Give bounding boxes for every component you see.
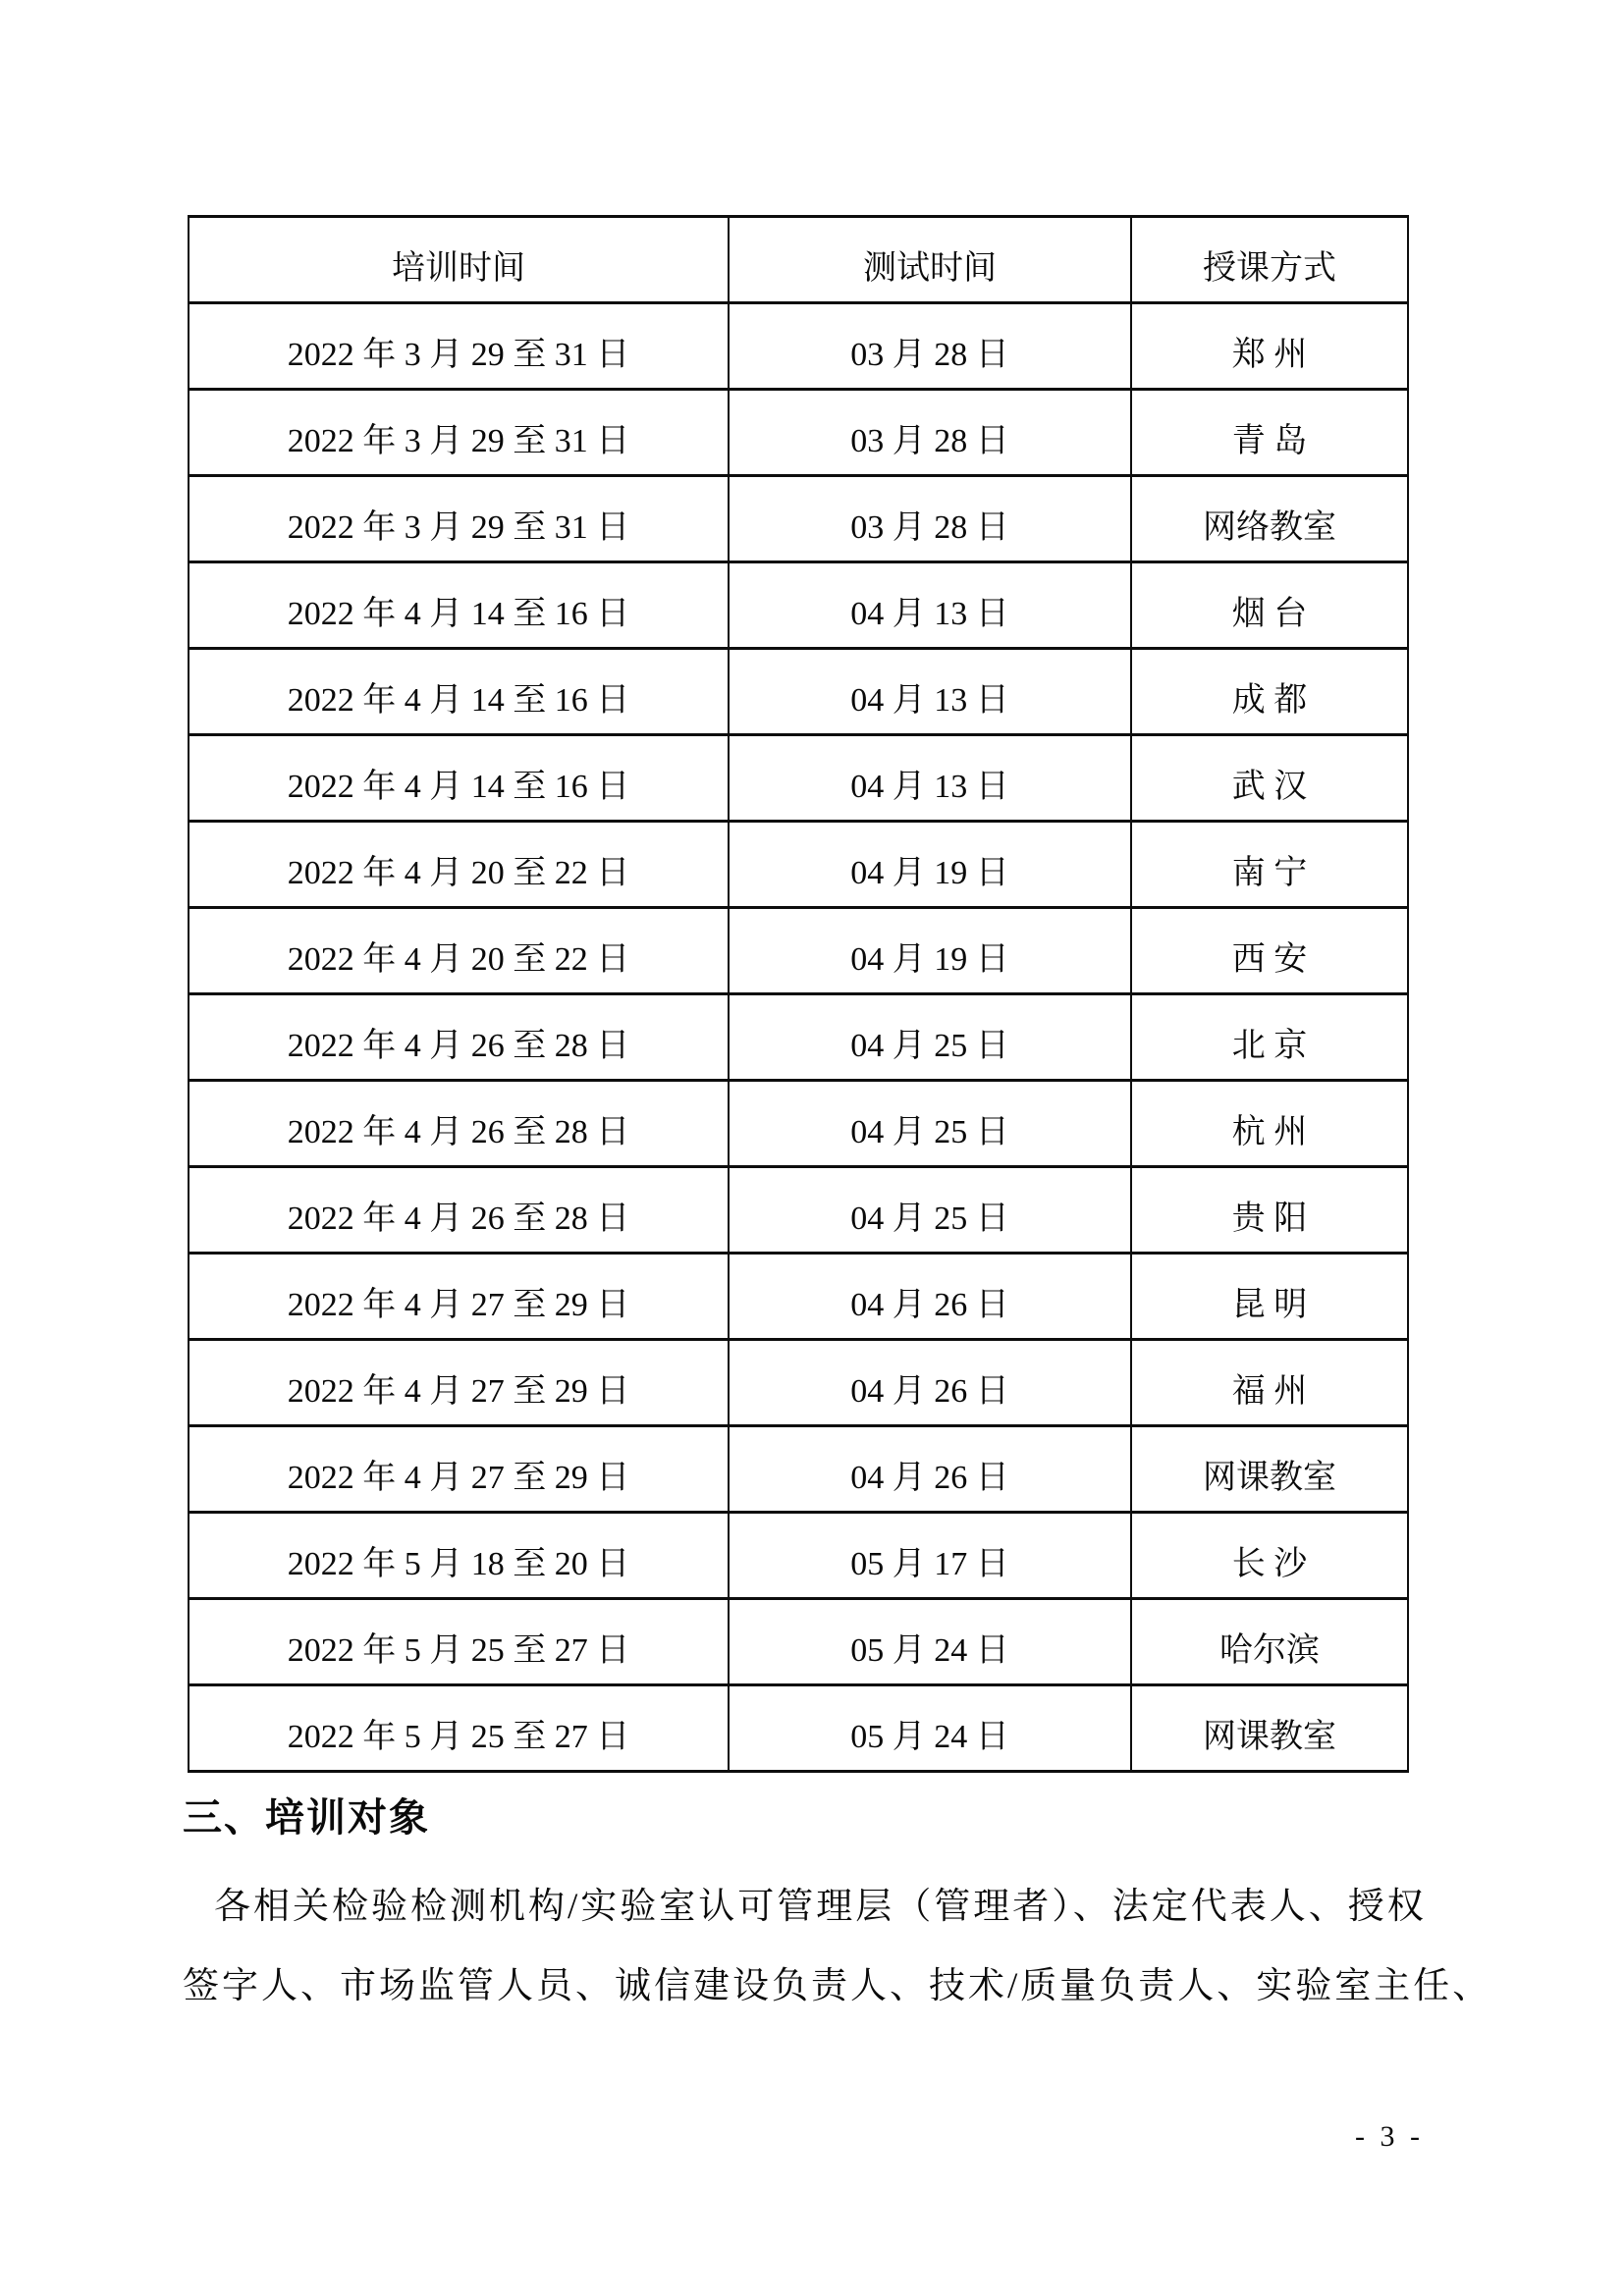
training-targets-paragraph xyxy=(183,1867,1492,2026)
cell-training-time: 2022 年 4 月 20 至 22 日 xyxy=(189,822,729,908)
cell-teaching-mode: 贵 阳 xyxy=(1131,1167,1408,1254)
cell-teaching-mode: 杭 州 xyxy=(1131,1081,1408,1167)
cell-test-time: 04 月 19 日 xyxy=(729,908,1131,994)
cell-training-time: 2022 年 3 月 29 至 31 日 xyxy=(189,390,729,476)
cell-test-time: 04 月 25 日 xyxy=(729,994,1131,1081)
cell-test-time: 04 月 26 日 xyxy=(729,1340,1131,1426)
cell-teaching-mode: 昆 明 xyxy=(1131,1254,1408,1340)
header-training-time: 培训时间 xyxy=(189,217,729,303)
cell-training-time: 2022 年 3 月 29 至 31 日 xyxy=(189,303,729,390)
cell-test-time: 04 月 26 日 xyxy=(729,1254,1131,1340)
cell-training-time: 2022 年 4 月 14 至 16 日 xyxy=(189,649,729,735)
cell-training-time: 2022 年 5 月 18 至 20 日 xyxy=(189,1513,729,1599)
cell-teaching-mode: 哈尔滨 xyxy=(1131,1599,1408,1685)
table-row xyxy=(189,735,1408,822)
table-row xyxy=(189,649,1408,735)
cell-teaching-mode: 南 宁 xyxy=(1131,822,1408,908)
section-heading-training-targets: 三、培训对象 xyxy=(183,1795,430,1840)
table-row xyxy=(189,1340,1408,1426)
table-row xyxy=(189,1254,1408,1340)
table-row xyxy=(189,994,1408,1081)
table-row xyxy=(189,390,1408,476)
table-row xyxy=(189,1426,1408,1513)
cell-test-time: 04 月 13 日 xyxy=(729,649,1131,735)
cell-training-time: 2022 年 4 月 26 至 28 日 xyxy=(189,1167,729,1254)
table-header-row xyxy=(189,217,1408,303)
cell-test-time: 04 月 13 日 xyxy=(729,735,1131,822)
cell-training-time: 2022 年 5 月 25 至 27 日 xyxy=(189,1685,729,1772)
cell-test-time: 05 月 24 日 xyxy=(729,1685,1131,1772)
table-row xyxy=(189,1081,1408,1167)
table-row xyxy=(189,562,1408,649)
cell-test-time: 04 月 25 日 xyxy=(729,1081,1131,1167)
cell-teaching-mode: 青 岛 xyxy=(1131,390,1408,476)
cell-test-time: 03 月 28 日 xyxy=(729,476,1131,562)
table-row xyxy=(189,1167,1408,1254)
cell-teaching-mode: 郑 州 xyxy=(1131,303,1408,390)
cell-training-time: 2022 年 4 月 26 至 28 日 xyxy=(189,1081,729,1167)
table-row xyxy=(189,303,1408,390)
cell-training-time: 2022 年 5 月 25 至 27 日 xyxy=(189,1599,729,1685)
cell-teaching-mode: 网课教室 xyxy=(1131,1426,1408,1513)
cell-teaching-mode: 福 州 xyxy=(1131,1340,1408,1426)
cell-test-time: 04 月 13 日 xyxy=(729,562,1131,649)
cell-training-time: 2022 年 4 月 26 至 28 日 xyxy=(189,994,729,1081)
cell-test-time: 05 月 24 日 xyxy=(729,1599,1131,1685)
cell-teaching-mode: 北 京 xyxy=(1131,994,1408,1081)
header-teaching-mode: 授课方式 xyxy=(1131,217,1408,303)
cell-test-time: 03 月 28 日 xyxy=(729,303,1131,390)
cell-teaching-mode: 烟 台 xyxy=(1131,562,1408,649)
table-row xyxy=(189,822,1408,908)
cell-training-time: 2022 年 4 月 20 至 22 日 xyxy=(189,908,729,994)
cell-test-time: 04 月 19 日 xyxy=(729,822,1131,908)
cell-teaching-mode: 武 汉 xyxy=(1131,735,1408,822)
cell-teaching-mode: 网课教室 xyxy=(1131,1685,1408,1772)
cell-teaching-mode: 成 都 xyxy=(1131,649,1408,735)
cell-training-time: 2022 年 4 月 27 至 29 日 xyxy=(189,1340,729,1426)
cell-test-time: 05 月 17 日 xyxy=(729,1513,1131,1599)
page-number: - 3 - xyxy=(1355,2120,1424,2153)
table-row xyxy=(189,1599,1408,1685)
cell-training-time: 2022 年 4 月 27 至 29 日 xyxy=(189,1254,729,1340)
cell-teaching-mode: 网络教室 xyxy=(1131,476,1408,562)
cell-teaching-mode: 西 安 xyxy=(1131,908,1408,994)
cell-test-time: 04 月 25 日 xyxy=(729,1167,1131,1254)
table-row xyxy=(189,476,1408,562)
paragraph-line: 签字人、市场监管人员、诚信建设负责人、技术/质量负责人、实验室主任、 xyxy=(183,1966,1492,2006)
cell-training-time: 2022 年 3 月 29 至 31 日 xyxy=(189,476,729,562)
cell-training-time: 2022 年 4 月 27 至 29 日 xyxy=(189,1426,729,1513)
header-test-time: 测试时间 xyxy=(729,217,1131,303)
training-schedule-table xyxy=(188,215,1409,1773)
paragraph-line: 各相关检验检测机构/实验室认可管理层（管理者）、法定代表人、授权 xyxy=(214,1887,1427,1927)
cell-test-time: 03 月 28 日 xyxy=(729,390,1131,476)
table-row xyxy=(189,908,1408,994)
table-row xyxy=(189,1513,1408,1599)
cell-training-time: 2022 年 4 月 14 至 16 日 xyxy=(189,562,729,649)
cell-training-time: 2022 年 4 月 14 至 16 日 xyxy=(189,735,729,822)
cell-teaching-mode: 长 沙 xyxy=(1131,1513,1408,1599)
table-row xyxy=(189,1685,1408,1772)
cell-test-time: 04 月 26 日 xyxy=(729,1426,1131,1513)
